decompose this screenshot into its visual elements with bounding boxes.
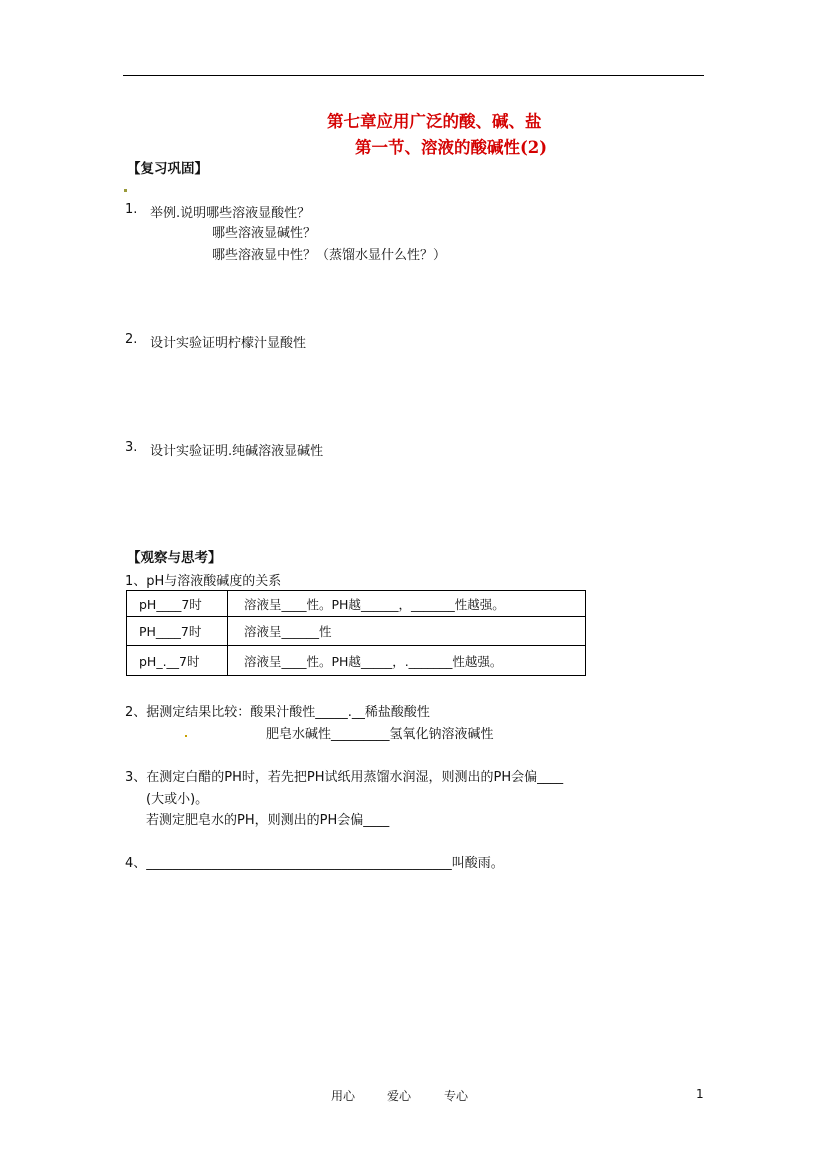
header-rule — [123, 75, 704, 76]
q2-text: 设计实验证明柠檬汁显酸性 — [150, 336, 307, 351]
q1-line3: 哪些溶液显中性？（蒸馏水显什么性？） — [212, 248, 447, 263]
table-cell: 溶液呈______性 — [228, 617, 586, 646]
table-row — [127, 646, 586, 676]
page-number: 1 — [696, 1087, 704, 1101]
observe-q2-line1: 2、据测定结果比较：酸果汁酸性_____.__稀盐酸酸性 — [125, 705, 430, 720]
footer-left: 用心 — [331, 1089, 356, 1103]
observe-heading: 【观察与思考】 — [127, 550, 222, 566]
q3-text: 设计实验证明.纯碱溶液显碱性 — [150, 444, 324, 459]
table-row — [127, 617, 586, 646]
q1-line2: 哪些溶液显碱性？ — [212, 226, 317, 241]
observe-q1-label: 1、pH与溶液酸碱度的关系 — [125, 574, 282, 589]
table-cell: PH____7时 — [127, 617, 228, 646]
table-cell: pH_.__7时 — [127, 646, 228, 676]
footer-right: 专心 — [444, 1089, 469, 1103]
observe-q3-line2: (大或小)。 — [146, 792, 209, 807]
table-row — [127, 591, 586, 617]
page-title: 第七章应用广泛的酸、碱、盐 — [327, 112, 542, 131]
page-subtitle: 第一节、溶液的酸碱性(2) — [355, 138, 548, 157]
q3-number: 3. — [125, 440, 138, 455]
table-cell: 溶液呈____性。PH越_____，._______性越强。 — [228, 646, 586, 676]
observe-q2-line2: 肥皂水碱性_________氢氧化钠溶液碱性 — [266, 727, 494, 742]
stray-mark — [124, 189, 127, 192]
q1-number: 1. — [125, 202, 138, 217]
table-cell: 溶液呈____性。PH越______，_______性越强。 — [228, 591, 586, 617]
observe-q3-line1: 3、在测定白醋的PH时，若先把PH试纸用蒸馏水润湿，则测出的PH会偏____ — [125, 770, 564, 785]
ph-table — [126, 590, 586, 676]
observe-q3-line3: 若测定肥皂水的PH，则测出的PH会偏____ — [146, 813, 390, 828]
table-cell: pH____7时 — [127, 591, 228, 617]
review-heading: 【复习巩固】 — [127, 161, 208, 177]
footer-middle: 爱心 — [387, 1089, 412, 1103]
observe-q4: 4、_______________________________________________叫酸雨。 — [125, 856, 504, 871]
q1-line1: 举例.说明哪些溶液显酸性？ — [150, 206, 311, 221]
q2-number: 2. — [125, 332, 138, 347]
stray-mark — [185, 735, 187, 737]
